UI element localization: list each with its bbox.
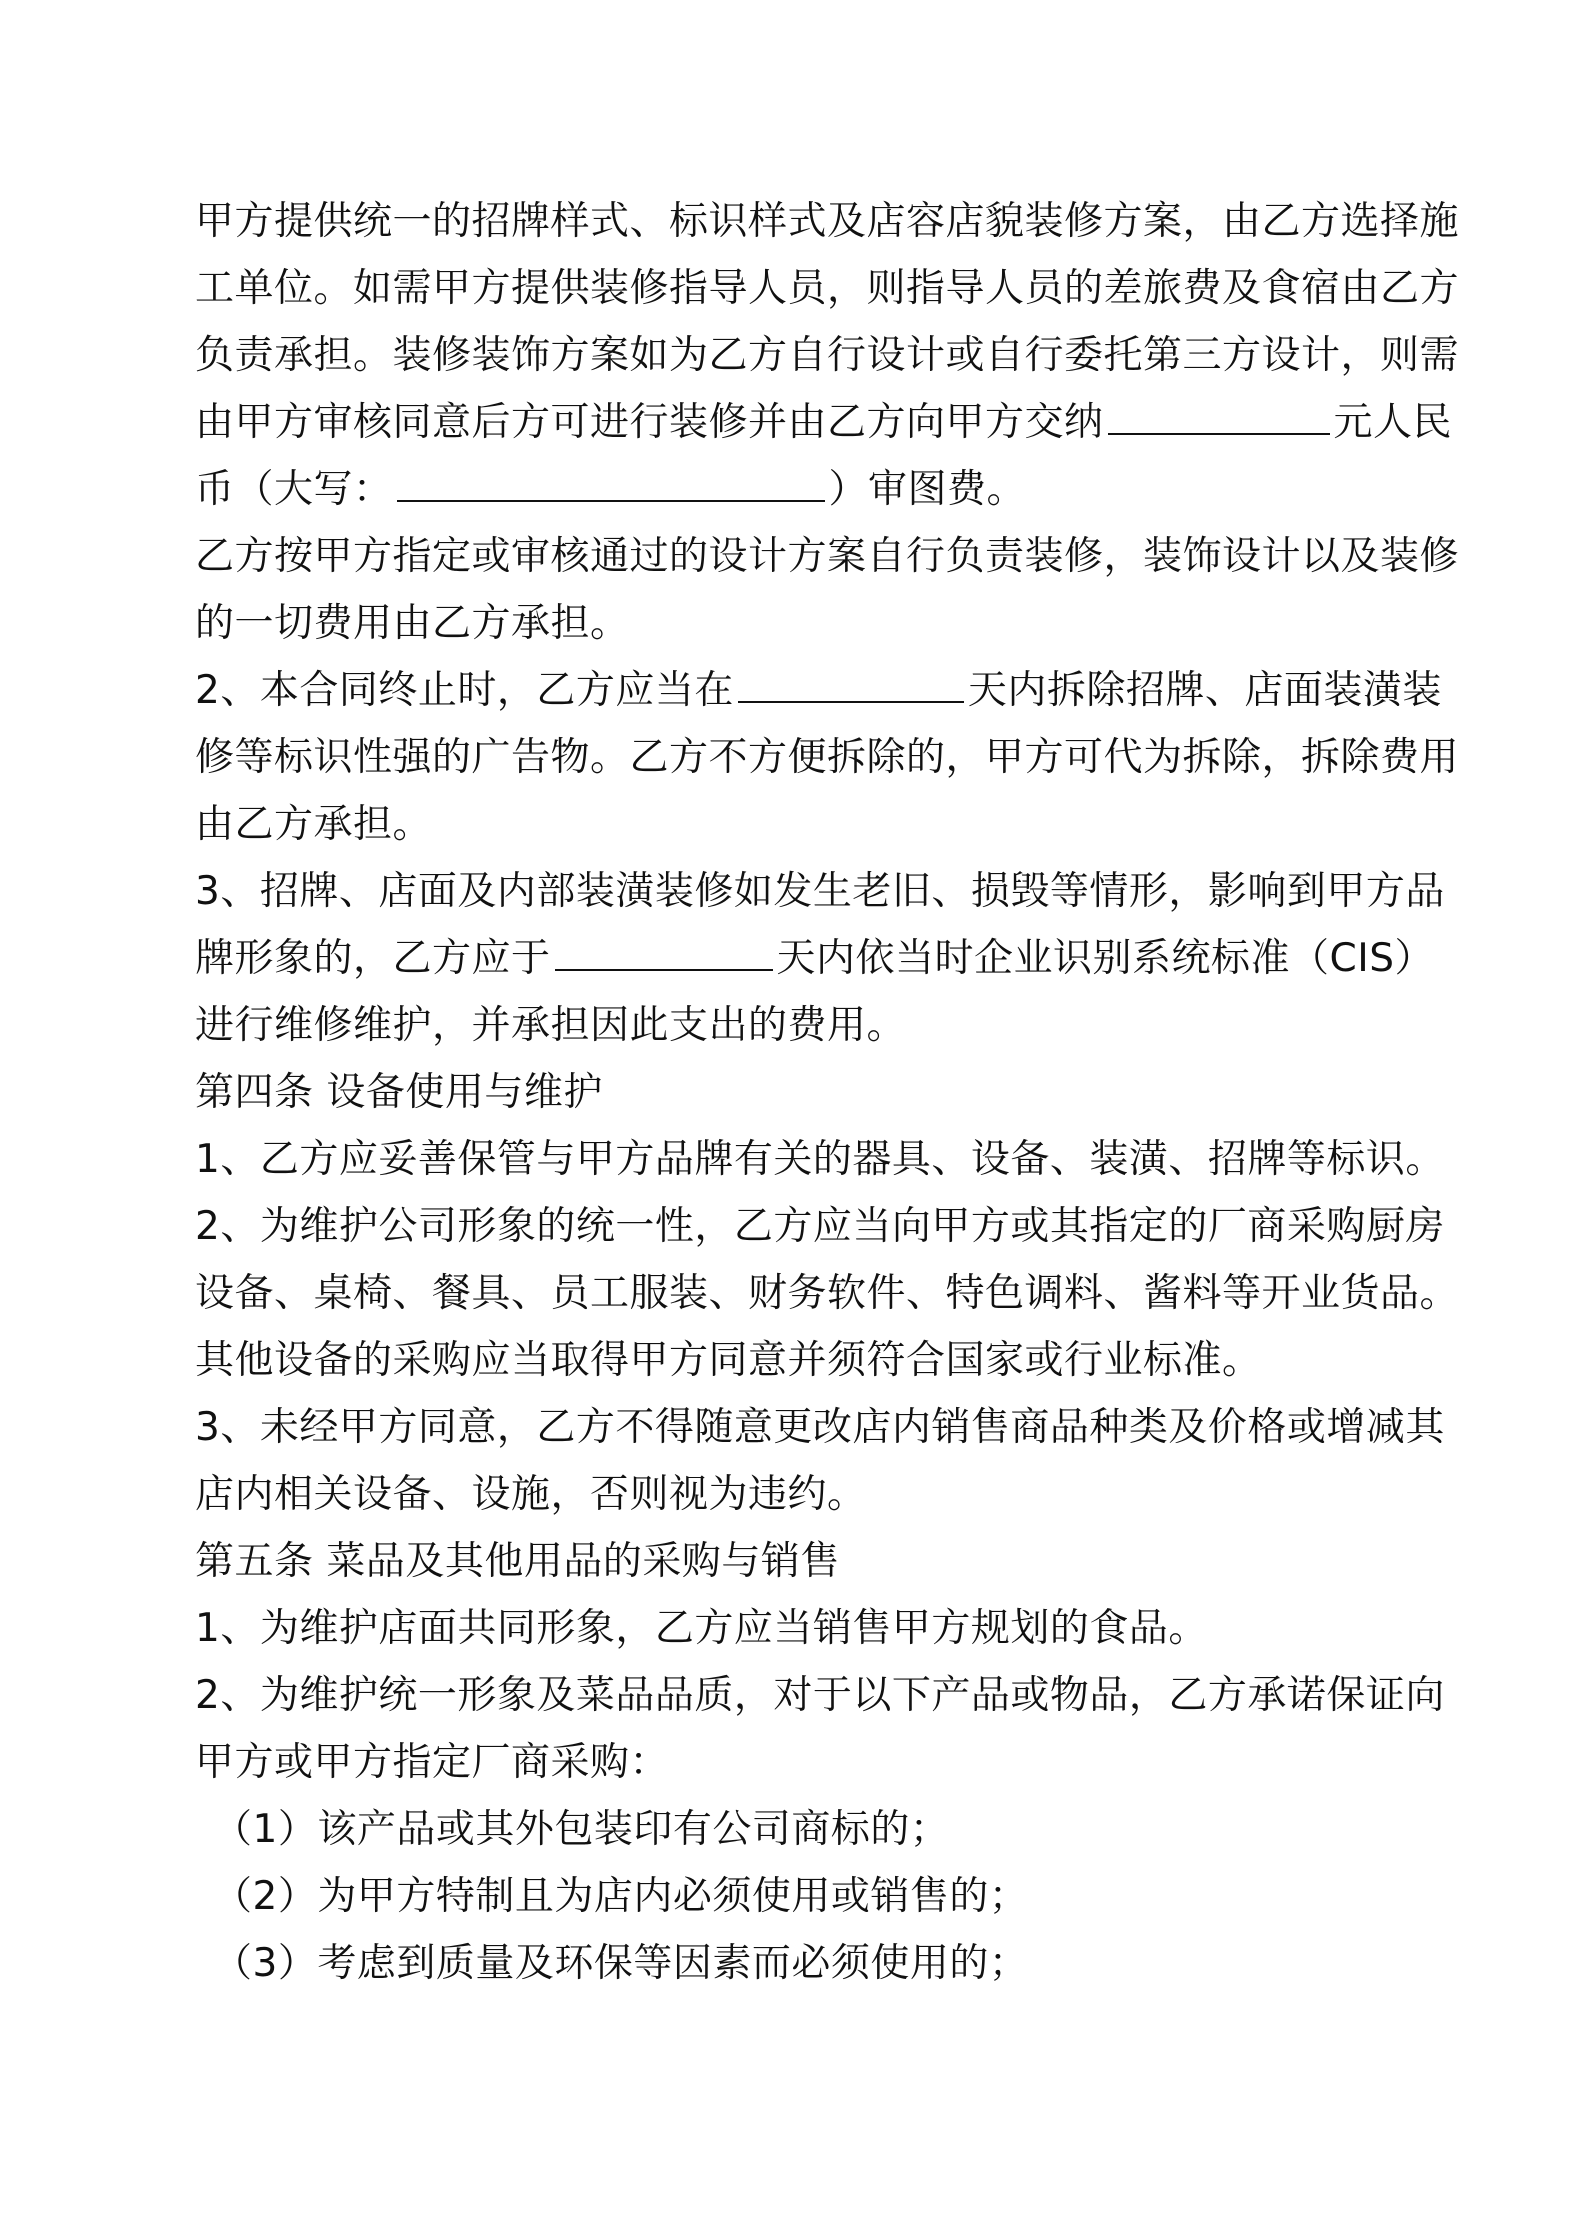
paragraph-line xyxy=(195,657,1442,724)
line-text: 牌形象的，乙方应于 xyxy=(195,936,551,981)
paragraph-line: 3、未经甲方同意，乙方不得随意更改店内销售商品种类及价格或增减其 xyxy=(195,1405,1445,1450)
paragraph-line: 由乙方承担。 xyxy=(195,802,433,847)
line-text: 天内依当时企业识别系统标准（CIS） xyxy=(776,936,1435,981)
line-text: 由甲方审核同意后方可进行装修并由乙方向甲方交纳 xyxy=(195,400,1104,445)
list-item: （2）为甲方特制且为店内必须使用或销售的； xyxy=(213,1874,1029,1919)
line-text: ）审图费。 xyxy=(828,467,1027,512)
paragraph-line: 1、乙方应妥善保管与甲方品牌有关的器具、设备、装潢、招牌等标识。 xyxy=(195,1137,1445,1182)
list-item: （3）考虑到质量及环保等因素而必须使用的； xyxy=(213,1941,1029,1986)
section-heading: 第五条 菜品及其他用品的采购与销售 xyxy=(195,1539,840,1584)
paragraph-line: 甲方或甲方指定厂商采购： xyxy=(195,1740,670,1785)
fee-capital-blank[interactable] xyxy=(397,456,825,502)
paragraph-line: 甲方提供统一的招牌样式、标识样式及店容店貌装修方案，由乙方选择施 xyxy=(195,199,1460,244)
line-text: 元人民 xyxy=(1333,400,1453,445)
paragraph-line xyxy=(195,389,1453,456)
paragraph-line: 其他设备的采购应当取得甲方同意并须符合国家或行业标准。 xyxy=(195,1338,1262,1383)
paragraph-line: 设备、桌椅、餐具、员工服装、财务软件、特色调料、酱料等开业货品。 xyxy=(195,1271,1460,1316)
line-text: 天内拆除招牌、店面装潢装 xyxy=(967,668,1442,713)
paragraph-line: 2、为维护公司形象的统一性，乙方应当向甲方或其指定的厂商采购厨房 xyxy=(195,1204,1445,1249)
paragraph-line: 工单位。如需甲方提供装修指导人员，则指导人员的差旅费及食宿由乙方 xyxy=(195,266,1460,311)
line-text: 2、本合同终止时，乙方应当在 xyxy=(195,668,734,713)
paragraph-line: 3、招牌、店面及内部装潢装修如发生老旧、损毁等情形，影响到甲方品 xyxy=(195,869,1445,914)
fee-amount-blank[interactable] xyxy=(1108,389,1330,435)
paragraph-line: 进行维修维护，并承担因此支出的费用。 xyxy=(195,1003,907,1048)
paragraph-line: 修等标识性强的广告物。乙方不方便拆除的，甲方可代为拆除，拆除费用 xyxy=(195,735,1460,780)
section-heading: 第四条 设备使用与维护 xyxy=(195,1070,603,1115)
paragraph-line: 店内相关设备、设施，否则视为违约。 xyxy=(195,1472,867,1517)
paragraph-line: 2、为维护统一形象及菜品品质，对于以下产品或物品，乙方承诺保证向 xyxy=(195,1673,1445,1718)
paragraph-line: 1、为维护店面共同形象，乙方应当销售甲方规划的食品。 xyxy=(195,1606,1208,1651)
paragraph-line: 乙方按甲方指定或审核通过的设计方案自行负责装修，装饰设计以及装修 xyxy=(195,534,1460,579)
line-text: 币（大写： xyxy=(195,467,393,512)
paragraph-line xyxy=(195,925,1435,992)
paragraph-line xyxy=(195,456,1410,523)
repair-days-blank[interactable] xyxy=(555,925,773,971)
list-item: （1）该产品或其外包装印有公司商标的； xyxy=(213,1807,950,1852)
contract-page xyxy=(195,188,1460,1997)
paragraph-line: 负责承担。装修装饰方案如为乙方自行设计或自行委托第三方设计，则需 xyxy=(195,333,1460,378)
removal-days-blank[interactable] xyxy=(738,657,964,703)
paragraph-line: 的一切费用由乙方承担。 xyxy=(195,601,630,646)
